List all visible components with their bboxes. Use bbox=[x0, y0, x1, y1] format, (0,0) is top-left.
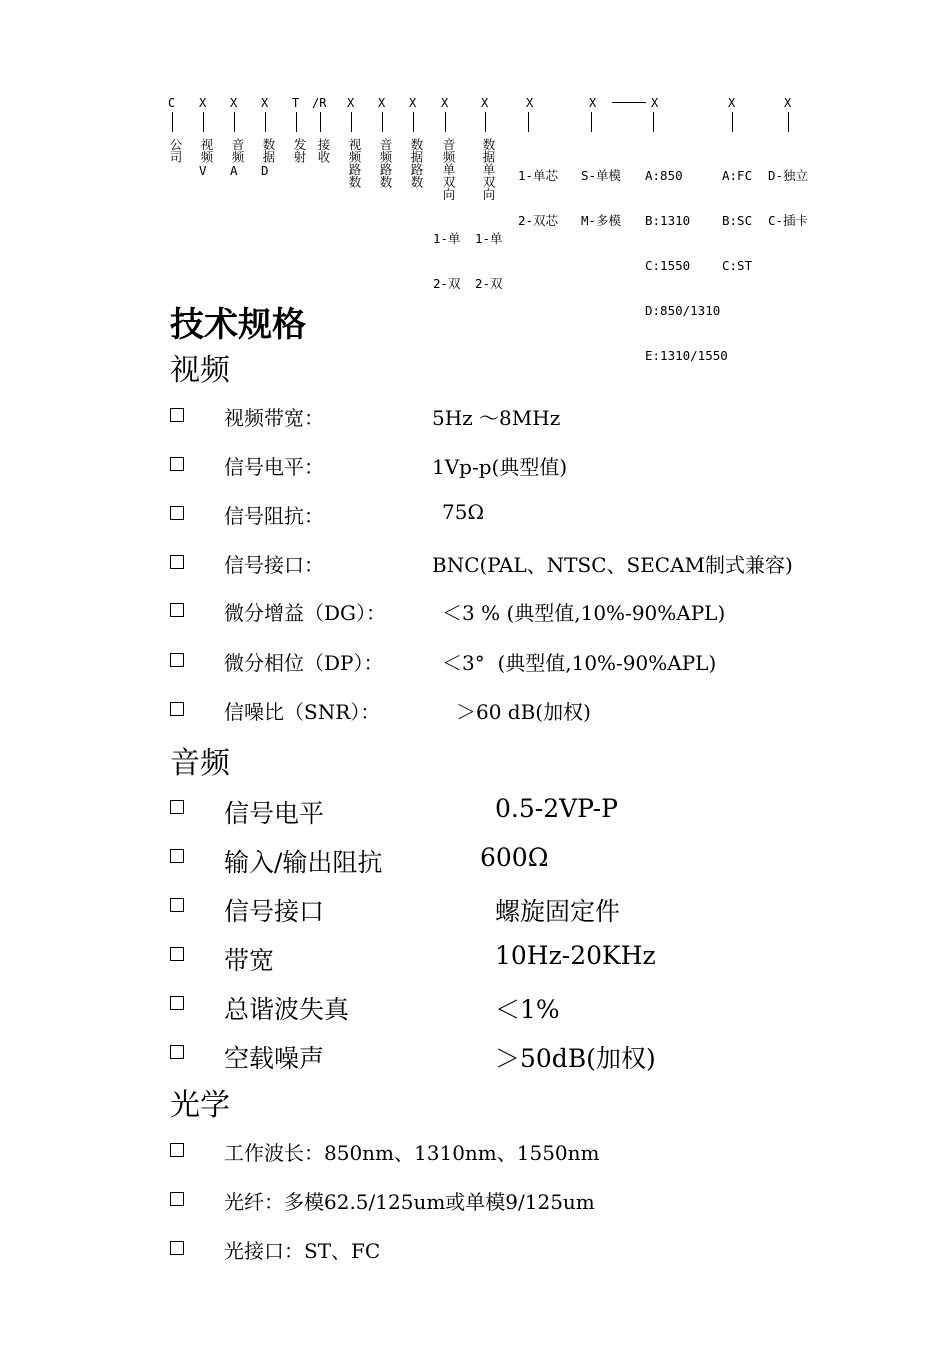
code-option: C-插卡 bbox=[768, 213, 809, 228]
checkbox-icon bbox=[170, 898, 184, 912]
code-option: D:850/1310 bbox=[645, 303, 721, 318]
section-title-video: 视频 bbox=[170, 353, 230, 388]
code-letter: X bbox=[589, 96, 597, 110]
code-column-audio-direction bbox=[433, 96, 478, 321]
code-column-data-channels bbox=[409, 96, 424, 188]
code-option: C:ST bbox=[722, 258, 753, 273]
spec-label: 总谐波失真 bbox=[224, 995, 350, 1024]
spec-value: ＜1% bbox=[495, 995, 560, 1024]
code-option: B:1310 bbox=[645, 213, 691, 228]
code-column-transmit bbox=[292, 96, 307, 163]
spec-label: 信号接口 bbox=[224, 897, 325, 926]
code-desc: 音频单双向 bbox=[441, 138, 456, 201]
code-letter: X bbox=[441, 96, 449, 110]
code-letter: /R bbox=[312, 96, 327, 110]
page-title: 技术规格 bbox=[170, 305, 306, 345]
code-option: B:SC bbox=[722, 213, 753, 228]
spec-label: 信号电平 bbox=[224, 799, 325, 828]
code-letter: X bbox=[261, 96, 269, 110]
code-column-video bbox=[199, 96, 214, 178]
spec-value: ＞60 dB(加权) bbox=[456, 700, 591, 724]
code-option: 2-双 bbox=[433, 275, 461, 291]
spec-label: 工作波长：850nm、1310nm、1550nm bbox=[224, 1141, 600, 1165]
spec-label: 微分增益（DG）： bbox=[224, 601, 387, 625]
code-tick bbox=[732, 112, 733, 132]
checkbox-icon bbox=[170, 849, 184, 863]
checkbox-icon bbox=[170, 1045, 184, 1059]
spec-value: ＜3° (典型值,10%-90%APL) bbox=[442, 651, 717, 675]
code-column-data-direction bbox=[475, 96, 520, 321]
code-column-audio-channels bbox=[378, 96, 393, 188]
code-tick bbox=[234, 112, 235, 132]
code-letter: X bbox=[378, 96, 386, 110]
code-column-wavelength bbox=[645, 96, 728, 393]
code-options bbox=[722, 138, 767, 303]
checkbox-icon bbox=[170, 1241, 184, 1255]
code-tick bbox=[653, 112, 654, 132]
checkbox-icon bbox=[170, 653, 184, 667]
spec-value: 0.5-2VP-P bbox=[495, 794, 618, 823]
code-tick bbox=[296, 112, 297, 132]
code-tick bbox=[382, 112, 383, 132]
spec-label: 信号阻抗： bbox=[224, 504, 324, 528]
checkbox-icon bbox=[170, 555, 184, 569]
spec-label: 视频带宽： bbox=[224, 406, 324, 430]
code-options bbox=[518, 138, 563, 258]
code-column-receive bbox=[312, 96, 331, 163]
code-connector-line bbox=[612, 102, 646, 103]
spec-value: 1Vp-p(典型值) bbox=[432, 455, 568, 479]
code-option: E:1310/1550 bbox=[645, 348, 728, 363]
spec-value: ＞50dB(加权) bbox=[495, 1044, 656, 1073]
checkbox-icon bbox=[170, 457, 184, 471]
code-desc: 公司 bbox=[168, 138, 183, 163]
checkbox-icon bbox=[170, 506, 184, 520]
code-tick bbox=[320, 112, 321, 132]
code-desc: 发射 bbox=[292, 138, 307, 163]
spec-label: 空载噪声 bbox=[224, 1044, 325, 1073]
code-option: S-单模 bbox=[581, 168, 622, 183]
code-options bbox=[581, 138, 626, 258]
code-sub: D bbox=[261, 163, 269, 178]
code-option: A:850 bbox=[645, 168, 683, 183]
code-column-fiber-mode bbox=[581, 96, 626, 258]
code-desc: 视频 bbox=[199, 138, 214, 163]
code-tick bbox=[591, 112, 592, 132]
spec-value: 10Hz-20KHz bbox=[495, 941, 656, 970]
spec-label: 光纤：多模62.5/125um或单模9/125um bbox=[224, 1190, 595, 1214]
code-options bbox=[645, 138, 728, 393]
code-option: M-多模 bbox=[581, 213, 622, 228]
code-column-video-channels bbox=[347, 96, 362, 188]
code-desc: 音频路数 bbox=[378, 138, 393, 188]
spec-value: BNC(PAL、NTSC、SECAM制式兼容) bbox=[432, 553, 793, 577]
code-column-connector bbox=[722, 96, 767, 303]
spec-value: 600Ω bbox=[480, 843, 549, 872]
code-letter: X bbox=[481, 96, 489, 110]
code-tick bbox=[351, 112, 352, 132]
spec-label: 信号电平： bbox=[224, 455, 324, 479]
code-tick bbox=[203, 112, 204, 132]
code-option: 1-单芯 bbox=[518, 168, 559, 183]
code-letter: X bbox=[230, 96, 238, 110]
code-column-fiber-cores bbox=[518, 96, 563, 258]
code-desc: 数据 bbox=[261, 138, 276, 163]
checkbox-icon bbox=[170, 702, 184, 716]
spec-label: 信号接口： bbox=[224, 553, 324, 577]
code-letter: X bbox=[199, 96, 207, 110]
code-letter: X bbox=[784, 96, 792, 110]
code-column-audio bbox=[230, 96, 245, 178]
spec-value: 螺旋固定件 bbox=[495, 897, 621, 926]
checkbox-icon bbox=[170, 947, 184, 961]
checkbox-icon bbox=[170, 800, 184, 814]
spec-label: 输入/输出阻抗 bbox=[224, 848, 383, 877]
spec-value: 75Ω bbox=[442, 500, 485, 524]
code-letter: X bbox=[347, 96, 355, 110]
code-tick bbox=[528, 112, 529, 132]
code-sub: V bbox=[199, 163, 207, 178]
code-tick bbox=[445, 112, 446, 132]
code-desc: 接收 bbox=[316, 138, 331, 163]
code-tick bbox=[485, 112, 486, 132]
code-options bbox=[768, 138, 813, 258]
code-option: 2-双芯 bbox=[518, 213, 559, 228]
code-letter: T bbox=[292, 96, 300, 110]
code-option: 2-双 bbox=[475, 275, 503, 291]
code-desc: 视频路数 bbox=[347, 138, 362, 188]
spec-value: ＜3 % (典型值,10%-90%APL) bbox=[442, 601, 726, 625]
code-tick bbox=[788, 112, 789, 132]
code-tick bbox=[413, 112, 414, 132]
code-letter: X bbox=[728, 96, 736, 110]
spec-label: 带宽 bbox=[224, 946, 275, 975]
checkbox-icon bbox=[170, 408, 184, 422]
checkbox-icon bbox=[170, 603, 184, 617]
code-letter: X bbox=[409, 96, 417, 110]
code-option: D-独立 bbox=[768, 168, 809, 183]
code-column-data bbox=[261, 96, 276, 178]
code-desc: 数据单双向 bbox=[481, 138, 496, 201]
checkbox-icon bbox=[170, 1143, 184, 1157]
code-tick bbox=[172, 112, 173, 132]
checkbox-icon bbox=[170, 996, 184, 1010]
spec-value: 5Hz ～8MHz bbox=[432, 406, 561, 430]
spec-label: 信噪比（SNR）： bbox=[224, 700, 381, 724]
spec-label: 微分相位（DP）： bbox=[224, 651, 384, 675]
code-desc: 音频 bbox=[230, 138, 245, 163]
section-title-audio: 音频 bbox=[170, 746, 230, 781]
code-letter: X bbox=[651, 96, 659, 110]
code-option: 1-单 bbox=[475, 230, 503, 246]
code-options bbox=[475, 201, 520, 321]
checkbox-icon bbox=[170, 1192, 184, 1206]
code-desc: 数据路数 bbox=[409, 138, 424, 188]
section-title-optics: 光学 bbox=[170, 1088, 230, 1123]
code-option: 1-单 bbox=[433, 230, 461, 246]
code-letter: C bbox=[168, 96, 176, 110]
code-letter: X bbox=[526, 96, 534, 110]
code-options bbox=[433, 201, 478, 321]
code-option: C:1550 bbox=[645, 258, 691, 273]
code-column-company bbox=[168, 96, 183, 163]
code-tick bbox=[265, 112, 266, 132]
code-column-form-factor bbox=[768, 96, 813, 258]
code-option: A:FC bbox=[722, 168, 753, 183]
spec-label: 光接口：ST、FC bbox=[224, 1239, 381, 1263]
code-sub: A bbox=[230, 163, 238, 178]
